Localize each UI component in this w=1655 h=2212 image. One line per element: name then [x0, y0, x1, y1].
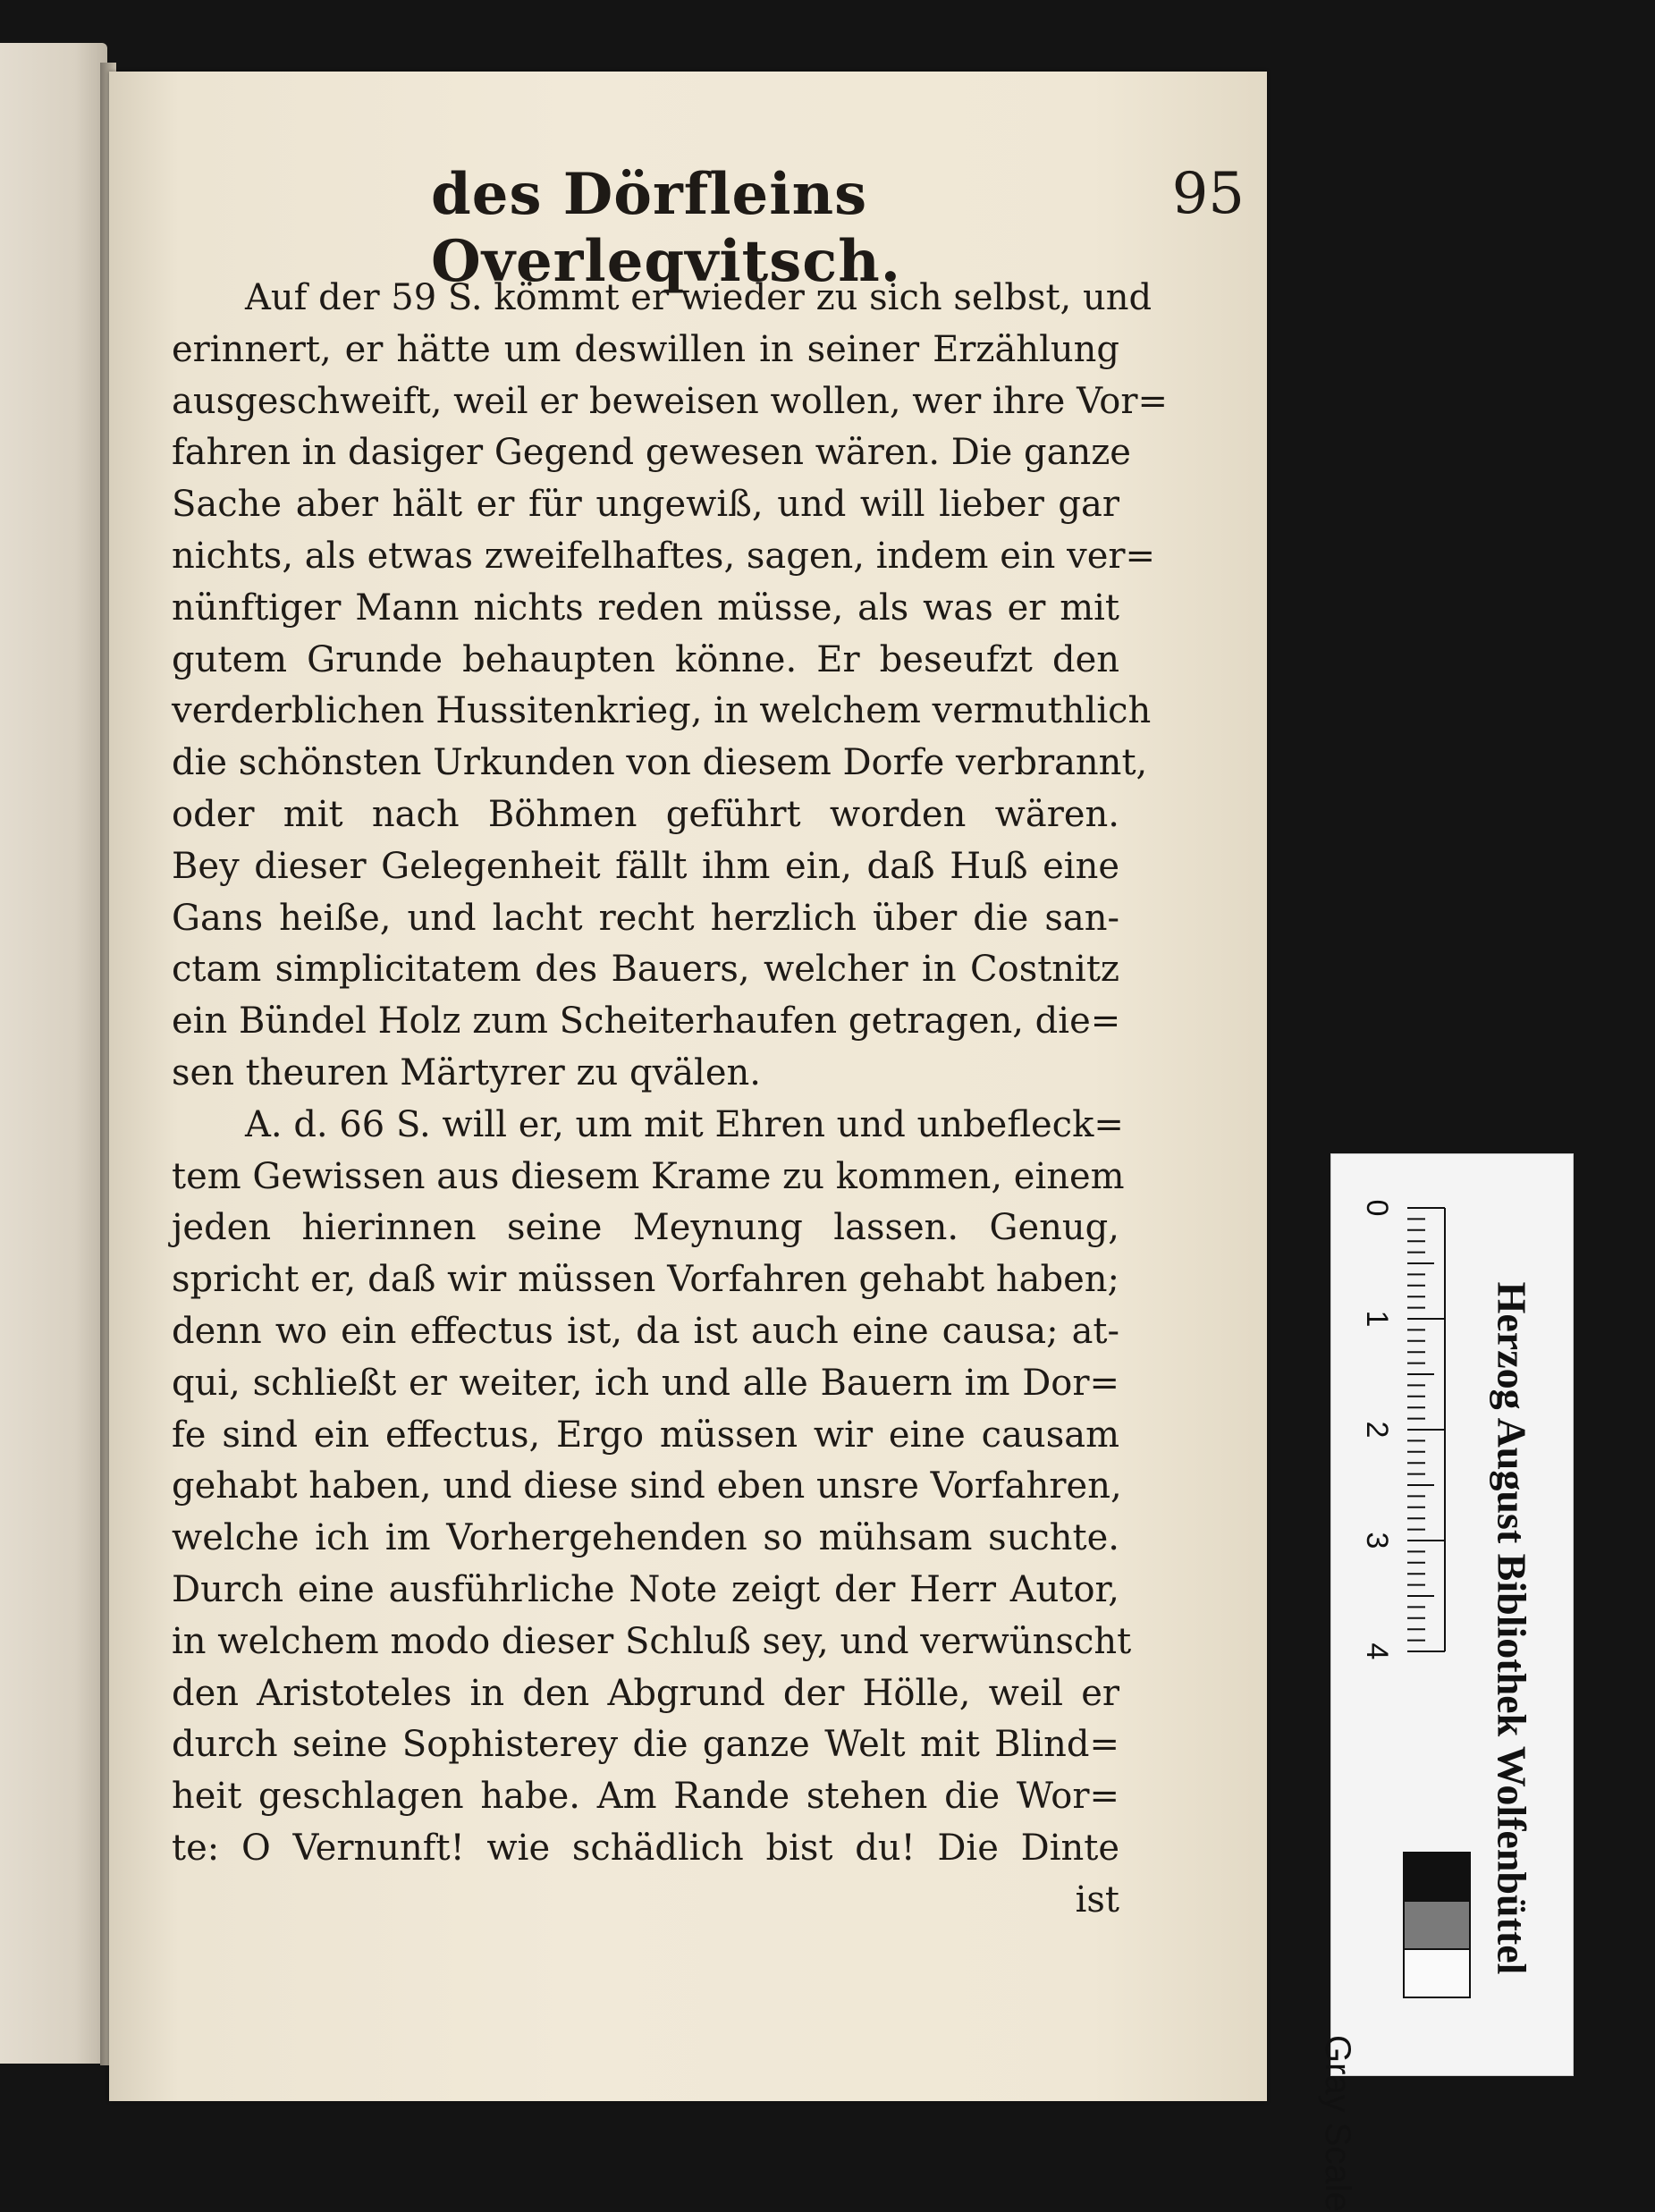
- text-line: nichts, als etwas zweifelhaftes, sagen, indem ein ver=: [172, 535, 1156, 577]
- text-line: ausgeschweift, weil er beweisen wollen, wer ihre Vor=: [172, 380, 1169, 422]
- text-line: heit geschlagen habe. Am Rande stehen die Wor=: [172, 1776, 1119, 1818]
- running-title: des Dörfleins Overleqvitsch.: [431, 161, 902, 295]
- book-page: [109, 72, 1267, 2101]
- text-line: spricht er, daß wir müssen Vorfahren gehabt haben;: [172, 1259, 1119, 1301]
- ruler-number: 3: [1360, 1532, 1394, 1549]
- text-line: qui, schließt er weiter, ich und alle Bauern im Dor=: [172, 1362, 1119, 1404]
- text-line: sen theuren Märtyrer zu qvälen.: [172, 1051, 761, 1093]
- text-line: ctam simplicitatem des Bauers, welcher in Costnitz: [172, 949, 1119, 991]
- ruler-number: 4: [1360, 1642, 1394, 1660]
- text-line: gutem Grunde behaupten könne. Er beseufzt den: [172, 638, 1119, 680]
- text-line: gehabt haben, und diese sind eben unsre Vorfahren,: [172, 1465, 1122, 1507]
- text-line: den Aristoteles in den Abgrund der Hölle, weil er: [172, 1672, 1119, 1714]
- gray-swatch-mid: [1403, 1900, 1471, 1950]
- ruler-number: 2: [1360, 1421, 1394, 1439]
- text-line: welche ich im Vorhergehenden so mühsam suchte.: [172, 1517, 1119, 1559]
- text-line: in welchem modo dieser Schluß sey, und verwünscht: [172, 1620, 1132, 1662]
- text-line: fe sind ein effectus, Ergo müssen wir eine causam: [172, 1414, 1119, 1456]
- text-line: Auf der 59 S. kömmt er wieder zu sich selbst, und: [245, 277, 1153, 318]
- institution-name: Herzog August Bibliothek Wolfenbüttel: [1489, 1281, 1535, 1975]
- text-line: A. d. 66 S. will er, um mit Ehren und unbefleck=: [245, 1103, 1124, 1145]
- text-line: Sache aber hält er für ungewiß, und will lieber gar: [172, 484, 1119, 526]
- scale-ruler: [1318, 1153, 1574, 2212]
- text-line: te: O Vernunft! wie schädlich bist du! Die Dinte: [172, 1827, 1119, 1869]
- facing-page-edge: [0, 43, 107, 2064]
- text-line: ein Bündel Holz zum Scheiterhaufen getragen, die=: [172, 1000, 1121, 1043]
- gray-swatch-white: [1403, 1948, 1471, 1998]
- gray-swatch-black: [1403, 1852, 1471, 1902]
- ruler-number: 0: [1360, 1199, 1394, 1217]
- text-line: die schönsten Urkunden von diesem Dorfe verbrannt,: [172, 742, 1148, 784]
- ruler-numbers: [1360, 1200, 1394, 1660]
- page-header: [324, 161, 1245, 295]
- text-line: oder mit nach Böhmen geführt worden wären.: [172, 793, 1119, 835]
- text-line: denn wo ein effectus ist, da ist auch eine causa; at-: [172, 1310, 1119, 1352]
- text-line: Bey dieser Gelegenheit fällt ihm ein, daß Huß eine: [172, 845, 1119, 887]
- page-number: 95: [1171, 161, 1245, 227]
- text-line: Durch eine ausführliche Note zeigt der Herr Autor,: [172, 1568, 1119, 1610]
- ruler-number: 1: [1360, 1310, 1394, 1328]
- text-line: verderblichen Hussitenkrieg, in welchem vermuthlich: [172, 690, 1152, 732]
- text-line: tem Gewissen aus diesem Krame zu kommen, einem: [172, 1155, 1125, 1197]
- text-line: durch seine Sophisterey die ganze Welt mit Blind=: [172, 1724, 1119, 1766]
- text-line: Gans heiße, und lacht recht herzlich über die san-: [172, 897, 1119, 939]
- ruler-ticks: [1407, 1208, 1445, 1651]
- gray-scale-label: Gray Scale: [1318, 2035, 1358, 2212]
- text-line: erinnert, er hätte um deswillen in seiner Erzählung: [172, 328, 1119, 370]
- text-line: fahren in dasiger Gegend gewesen wären. Die ganze: [172, 432, 1131, 474]
- body-text: [172, 273, 1169, 1927]
- catchword: ist: [1075, 1879, 1119, 1921]
- text-line: nünftiger Mann nichts reden müsse, als was er mit: [172, 587, 1119, 629]
- text-line: jeden hierinnen seine Meynung lassen. Genug,: [172, 1207, 1119, 1249]
